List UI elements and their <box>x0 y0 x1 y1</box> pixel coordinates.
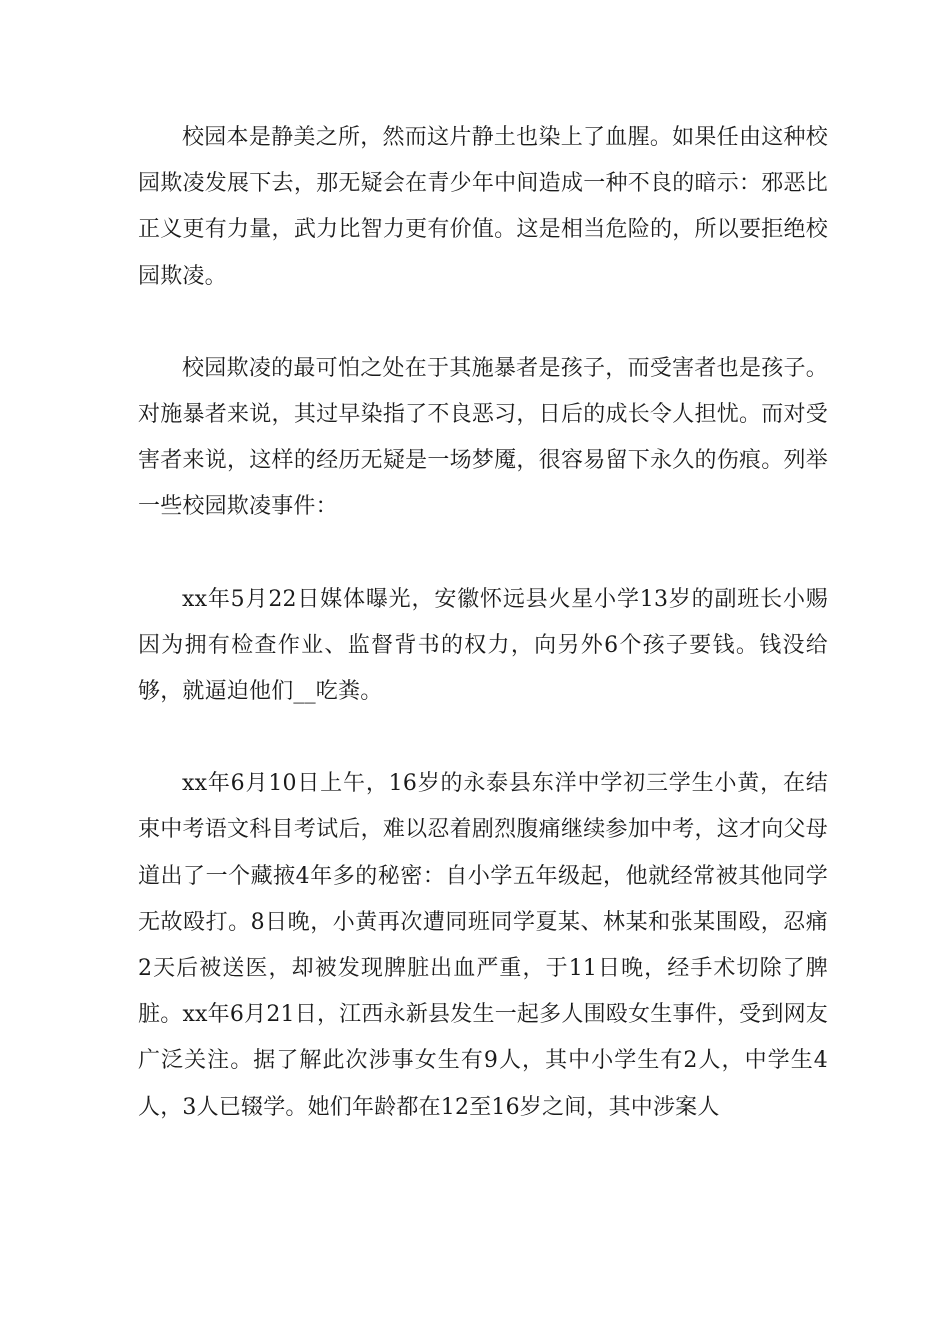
paragraph-intro: 校园本是静美之所，然而这片静土也染上了血腥。如果任由这种校园欺凌发展下去，那无疑会在青少年中间造成一种不良的暗示：邪恶比正义更有力量，武力比智力更有价值。这是相当危险的，所以要拒绝校园欺凌。 <box>138 125 828 289</box>
paragraph-harm: 校园欺凌的最可怕之处在于其施暴者是孩子，而受害者也是孩子。对施暴者来说，其过早染指了不良恶习，日后的成长令人担忧。而对受害者来说，这样的经历无疑是一场梦魇，很容易留下永久的伤痕。列举一些校园欺凌事件： <box>138 355 828 520</box>
paragraph-case-anhui: xx年5月22日媒体曝光，安徽怀远县火星小学13岁的副班长小赐因为拥有检查作业、监督背书的权力，向另外6个孩子要钱。钱没给够，就逼迫他们__吃粪。 <box>138 586 828 705</box>
paragraph-case-yongtai: xx年6月10日上午，16岁的永泰县东洋中学初三学生小黄，在结束中考语文科目考试后，难以忍着剧烈腹痛继续参加中考，这才向父母道出了一个藏掖4年多的秘密：自小学五年级起，他就经常被其他同学无故殴打。8日晚，小黄再次遭同班同学夏某、林某和张某围殴，忍痛2天后被送医，却被发现脾脏出血严重，于11日晚，经手术切除了脾脏。xx年6月21日，江西永新县发生一起多人围殴女生事件，受到网友广泛关注。据了解此次涉事女生有9人，其中小学生有2人，中学生4人，3人已辍学。她们年龄都在12至16岁之间，其中涉案人 <box>138 771 828 1120</box>
document-body <box>138 115 828 1131</box>
